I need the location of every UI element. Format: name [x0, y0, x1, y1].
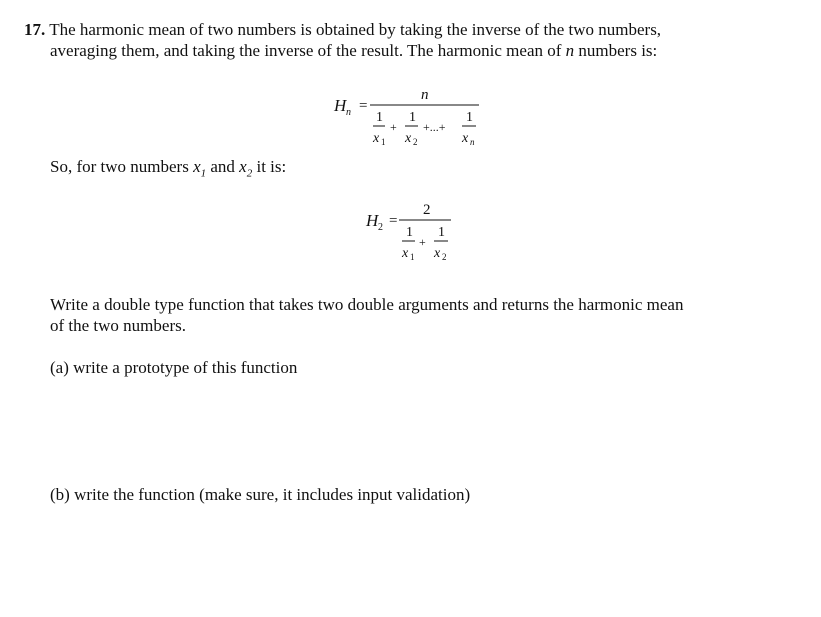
- two-numbers-mid: and: [206, 157, 240, 176]
- h2-term1-sub: 1: [410, 252, 415, 262]
- hn-termn-num: 1: [466, 110, 473, 125]
- hn-term1-num: 1: [376, 110, 383, 125]
- hn-term1-den: x: [373, 131, 380, 146]
- var-x2: x: [239, 157, 247, 176]
- problem-intro-line1: [24, 20, 661, 40]
- var-x1-sub: 1: [200, 167, 207, 180]
- hn-term2-den: x: [405, 131, 412, 146]
- h2-lhs-sub: 2: [378, 222, 383, 233]
- task-line1: Write a double type function that takes two double arguments and returns the harmonic mean: [50, 295, 684, 314]
- part-a-prompt: (a) write a prototype of this function: [50, 358, 298, 377]
- hn-equals: =: [359, 98, 368, 114]
- hn-lhs-sub: n: [346, 107, 351, 118]
- h2-plus: +: [419, 235, 426, 249]
- hn-term1-sub: 1: [381, 137, 386, 147]
- h2-equals: =: [389, 213, 398, 229]
- var-x2-sub: 2: [246, 167, 253, 180]
- intro-text-2-end: numbers is:: [574, 41, 658, 60]
- two-numbers-post: it is:: [252, 157, 287, 176]
- h2-numerator: 2: [423, 202, 431, 218]
- part-b-prompt: (b) write the function (make sure, it includes input validation): [50, 485, 471, 504]
- hn-lhs: H: [334, 96, 347, 115]
- problem-number: 17.: [24, 20, 46, 39]
- hn-termn-sub: n: [470, 137, 475, 147]
- intro-text-2: averaging them, and taking the inverse of the result. The harmonic mean of: [50, 41, 566, 60]
- hn-term2-num: 1: [409, 110, 416, 125]
- h2-term1-den: x: [402, 246, 409, 261]
- hn-plus1: +: [390, 120, 397, 134]
- h2-term2-den: x: [434, 246, 441, 261]
- intro-text-1: The harmonic mean of two numbers is obtained by taking the inverse of the two numbers,: [49, 20, 662, 39]
- hn-numerator: n: [421, 87, 429, 103]
- harmonic-mean-2-formula: [362, 198, 462, 272]
- h2-term1-num: 1: [406, 225, 413, 240]
- h2-term2-num: 1: [438, 225, 445, 240]
- h2-term2-sub: 2: [442, 252, 447, 262]
- hn-term2-sub: 2: [413, 137, 418, 147]
- task-line2: of the two numbers.: [50, 316, 186, 335]
- intro-var-n: n: [565, 41, 575, 60]
- two-numbers-pre: So, for two numbers: [50, 157, 194, 176]
- h2-lhs: H: [366, 211, 379, 230]
- harmonic-mean-n-formula: [330, 84, 490, 156]
- var-x1: x: [193, 157, 201, 176]
- two-numbers-line: [50, 157, 286, 183]
- hn-ellipsis: +...+: [423, 120, 446, 134]
- hn-termn-den: x: [462, 131, 469, 146]
- problem-intro-line2: [50, 41, 657, 61]
